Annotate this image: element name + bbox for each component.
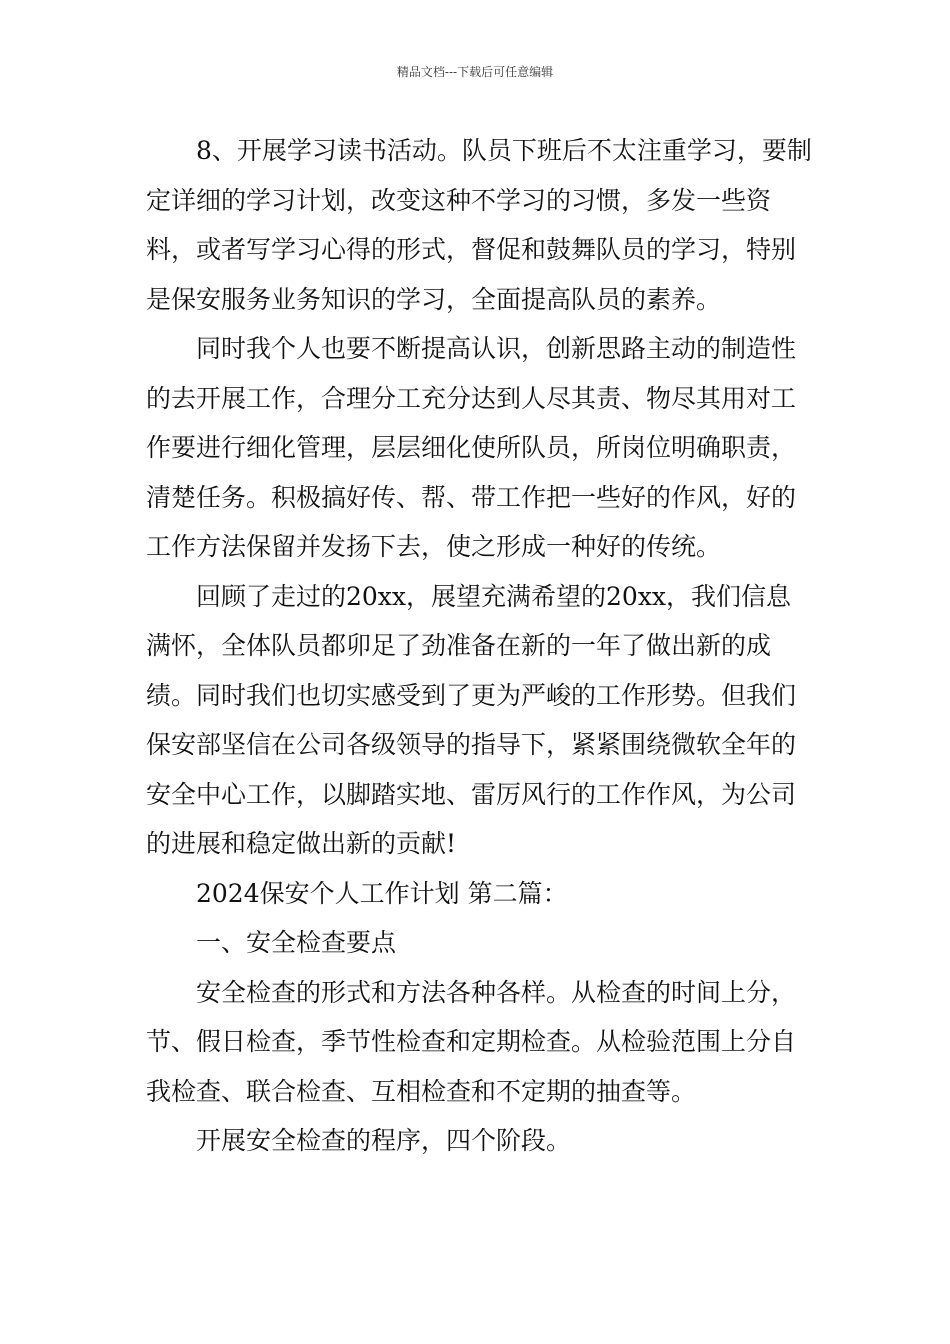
section-title-second-plan: 2024保安个人工作计划 第二篇： (196, 878, 568, 908)
paragraph-safety-check-procedure: 开展安全检查的程序，四个阶段。 (196, 1126, 572, 1155)
section-heading-safety-check: 一、安全检查要点 (196, 928, 397, 957)
document-body (146, 126, 816, 1166)
paragraph-review-outlook: 回顾了走过的20xx，展望充满希望的20xx，我们信息满怀，全体队员都卯足了劲准备在新的一年了做出新的成绩。同时我们也切实感受到了更为严峻的工作形势。但我们保安部坚信在公司各级领导的指导下，紧紧围绕微软全年的安全中心工作，以脚踏实地、雷厉风行的工作作风，为公司的进展和稳定做出新的贡献! (146, 581, 797, 858)
paragraph-safety-check-forms: 安全检查的形式和方法各种各样。从检查的时间上分，节、假日检查，季节性检查和定期检查。从检验范围上分自我检查、联合检查、互相检查和不定期的抽查等。 (146, 977, 797, 1106)
paragraph-personal-improvement: 同时我个人也要不断提高认识，创新思路主动的制造性的去开展工作，合理分工充分达到人尽其责、物尽其用对工作要进行细化管理，层层细化使所队员，所岗位明确职责，清楚任务。积极搞好传、帮、带工作把一些好的作风，好的工作方法保留并发扬下去，使之形成一种好的传统。 (146, 334, 797, 561)
paragraph-study-activity: 8、开展学习读书活动。队员下班后不太注重学习，要制定详细的学习计划，改变这种不学习的习惯，多发一些资料，或者写学习心得的形式，督促和鼓舞队员的学习，特别是保安服务业务知识的学习，全面提高队员的素养。 (146, 136, 812, 314)
page-header: 精品文档---下载后可任意编辑 (396, 65, 554, 79)
